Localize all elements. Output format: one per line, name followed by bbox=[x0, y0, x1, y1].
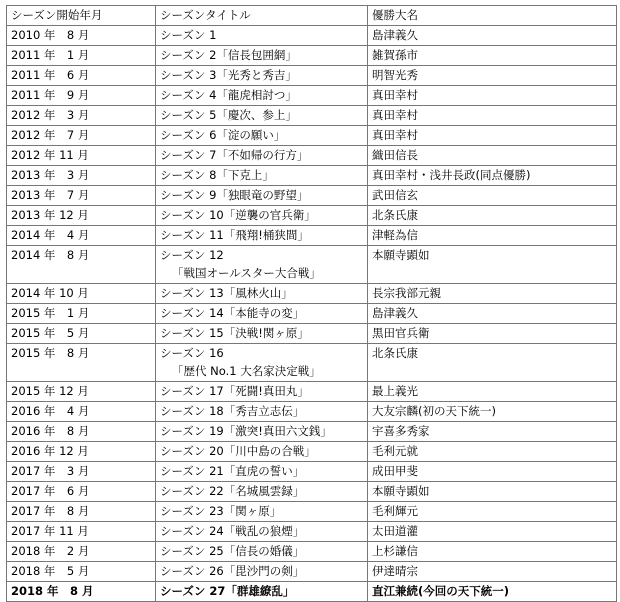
header-start-date: シーズン開始年月 bbox=[7, 6, 156, 26]
cell-season-title bbox=[156, 186, 368, 206]
cell-season-title bbox=[156, 226, 368, 246]
table-row bbox=[7, 46, 617, 66]
cell-start-date: 2016 年 12 月 bbox=[7, 442, 156, 462]
table-row bbox=[7, 562, 617, 582]
cell-winner: 北条氏康 bbox=[368, 344, 617, 382]
table-row bbox=[7, 402, 617, 422]
season-title-text: シーズン 1 bbox=[160, 28, 217, 42]
cell-winner: 毛利元就 bbox=[368, 442, 617, 462]
cell-season-title bbox=[156, 66, 368, 86]
season-subtitle-text: 「戦国オールスター大合戦」 bbox=[172, 266, 321, 280]
cell-start-date: 2014 年 8 月 bbox=[7, 246, 156, 284]
cell-season-title bbox=[156, 382, 368, 402]
season-title-text: シーズン 2「信長包囲網」 bbox=[160, 48, 297, 62]
cell-start-date: 2015 年 1 月 bbox=[7, 304, 156, 324]
season-title-text: シーズン 3「光秀と秀吉」 bbox=[160, 68, 297, 82]
season-title-text: シーズン 10「逆襲の官兵衛」 bbox=[160, 208, 316, 222]
cell-start-date: 2017 年 6 月 bbox=[7, 482, 156, 502]
cell-start-date: 2013 年 7 月 bbox=[7, 186, 156, 206]
table-row bbox=[7, 246, 617, 284]
table-row bbox=[7, 86, 617, 106]
table-row bbox=[7, 166, 617, 186]
season-title-text: シーズン 27「群雄繚乱」 bbox=[160, 584, 295, 598]
table-row bbox=[7, 382, 617, 402]
cell-season-title bbox=[156, 166, 368, 186]
cell-winner: 伊達晴宗 bbox=[368, 562, 617, 582]
season-title-text: シーズン 5「慶次、参上」 bbox=[160, 108, 297, 122]
season-title-text: シーズン 4「龍虎相討つ」 bbox=[160, 88, 297, 102]
cell-winner: 真田幸村・浅井長政(同点優勝) bbox=[368, 166, 617, 186]
season-title-text: シーズン 23「関ヶ原」 bbox=[160, 504, 282, 518]
cell-season-title bbox=[156, 344, 368, 382]
cell-winner: 本願寺顕如 bbox=[368, 246, 617, 284]
season-title-text: シーズン 22「名城風雲録」 bbox=[160, 484, 305, 498]
cell-season-title bbox=[156, 482, 368, 502]
table-row bbox=[7, 26, 617, 46]
cell-winner: 最上義光 bbox=[368, 382, 617, 402]
table-row bbox=[7, 304, 617, 324]
cell-winner: 成田甲斐 bbox=[368, 462, 617, 482]
header-winner: 優勝大名 bbox=[368, 6, 617, 26]
cell-winner: 太田道灌 bbox=[368, 522, 617, 542]
table-row bbox=[7, 206, 617, 226]
cell-start-date: 2013 年 3 月 bbox=[7, 166, 156, 186]
cell-season-title bbox=[156, 502, 368, 522]
cell-season-title bbox=[156, 442, 368, 462]
cell-winner: 本願寺顕如 bbox=[368, 482, 617, 502]
table-row bbox=[7, 582, 617, 602]
cell-winner: 宇喜多秀家 bbox=[368, 422, 617, 442]
cell-start-date: 2011 年 9 月 bbox=[7, 86, 156, 106]
cell-winner: 黒田官兵衛 bbox=[368, 324, 617, 344]
cell-winner: 明智光秀 bbox=[368, 66, 617, 86]
cell-winner: 真田幸村 bbox=[368, 86, 617, 106]
cell-season-title bbox=[156, 26, 368, 46]
cell-season-title bbox=[156, 246, 368, 284]
season-title-text: シーズン 14「本能寺の変」 bbox=[160, 306, 305, 320]
cell-start-date: 2015 年 8 月 bbox=[7, 344, 156, 382]
cell-winner: 島津義久 bbox=[368, 304, 617, 324]
cell-winner: 武田信玄 bbox=[368, 186, 617, 206]
cell-winner: 北条氏康 bbox=[368, 206, 617, 226]
cell-season-title bbox=[156, 46, 368, 66]
season-title-text: シーズン 19「激突!真田六文銭」 bbox=[160, 424, 332, 438]
season-title-text: シーズン 24「戦乱の狼煙」 bbox=[160, 524, 305, 538]
cell-season-title bbox=[156, 402, 368, 422]
table-row bbox=[7, 542, 617, 562]
cell-winner: 直江兼続(今回の天下統一) bbox=[368, 582, 617, 602]
season-title-text: シーズン 26「毘沙門の剣」 bbox=[160, 564, 305, 578]
cell-winner: 津軽為信 bbox=[368, 226, 617, 246]
cell-start-date: 2013 年 12 月 bbox=[7, 206, 156, 226]
cell-season-title bbox=[156, 582, 368, 602]
table-row bbox=[7, 442, 617, 462]
cell-season-title bbox=[156, 462, 368, 482]
season-title-text: シーズン 7「不如帰の行方」 bbox=[160, 148, 309, 162]
table-row bbox=[7, 482, 617, 502]
cell-season-title bbox=[156, 284, 368, 304]
season-title-text: シーズン 9「独眼竜の野望」 bbox=[160, 188, 309, 202]
cell-winner: 真田幸村 bbox=[368, 126, 617, 146]
season-title-text: シーズン 20「川中島の合戦」 bbox=[160, 444, 316, 458]
cell-winner: 島津義久 bbox=[368, 26, 617, 46]
table-row bbox=[7, 522, 617, 542]
cell-start-date: 2018 年 5 月 bbox=[7, 562, 156, 582]
table-row bbox=[7, 126, 617, 146]
season-title-text: シーズン 16 bbox=[160, 346, 224, 360]
table-row bbox=[7, 226, 617, 246]
cell-season-title bbox=[156, 304, 368, 324]
cell-season-title bbox=[156, 106, 368, 126]
cell-start-date: 2016 年 8 月 bbox=[7, 422, 156, 442]
table-body bbox=[7, 26, 617, 602]
cell-season-title bbox=[156, 86, 368, 106]
cell-start-date: 2012 年 7 月 bbox=[7, 126, 156, 146]
table-row bbox=[7, 462, 617, 482]
cell-season-title bbox=[156, 542, 368, 562]
cell-start-date: 2011 年 1 月 bbox=[7, 46, 156, 66]
season-title-text: シーズン 25「信長の婚儀」 bbox=[160, 544, 305, 558]
table-row bbox=[7, 502, 617, 522]
cell-start-date: 2015 年 5 月 bbox=[7, 324, 156, 344]
cell-start-date: 2017 年 8 月 bbox=[7, 502, 156, 522]
cell-winner: 織田信長 bbox=[368, 146, 617, 166]
cell-start-date: 2012 年 3 月 bbox=[7, 106, 156, 126]
table-row bbox=[7, 146, 617, 166]
cell-winner: 雑賀孫市 bbox=[368, 46, 617, 66]
cell-start-date: 2017 年 11 月 bbox=[7, 522, 156, 542]
cell-season-title bbox=[156, 206, 368, 226]
cell-season-title bbox=[156, 422, 368, 442]
cell-start-date: 2018 年 2 月 bbox=[7, 542, 156, 562]
header-row bbox=[7, 6, 617, 26]
header-season-title: シーズンタイトル bbox=[156, 6, 368, 26]
cell-start-date: 2011 年 6 月 bbox=[7, 66, 156, 86]
season-table bbox=[6, 5, 617, 602]
season-title-text: シーズン 18「秀吉立志伝」 bbox=[160, 404, 305, 418]
cell-season-title bbox=[156, 146, 368, 166]
cell-start-date: 2014 年 4 月 bbox=[7, 226, 156, 246]
table-row bbox=[7, 422, 617, 442]
season-subtitle-text: 「歴代 No.1 大名家決定戦」 bbox=[172, 364, 321, 378]
season-title-text: シーズン 6「淀の願い」 bbox=[160, 128, 286, 142]
cell-season-title bbox=[156, 126, 368, 146]
cell-season-title bbox=[156, 522, 368, 542]
season-title-text: シーズン 21「直虎の誓い」 bbox=[160, 464, 305, 478]
cell-winner: 毛利輝元 bbox=[368, 502, 617, 522]
table-row bbox=[7, 66, 617, 86]
season-title-text: シーズン 12 bbox=[160, 248, 224, 262]
cell-winner: 長宗我部元親 bbox=[368, 284, 617, 304]
cell-start-date: 2010 年 8 月 bbox=[7, 26, 156, 46]
cell-season-title bbox=[156, 562, 368, 582]
table-row bbox=[7, 284, 617, 304]
cell-start-date: 2018 年 8 月 bbox=[7, 582, 156, 602]
season-title-text: シーズン 11「飛翔!桶狭間」 bbox=[160, 228, 309, 242]
table-row bbox=[7, 324, 617, 344]
cell-start-date: 2014 年 10 月 bbox=[7, 284, 156, 304]
table-row bbox=[7, 186, 617, 206]
cell-winner: 大友宗麟(初の天下統一) bbox=[368, 402, 617, 422]
cell-start-date: 2015 年 12 月 bbox=[7, 382, 156, 402]
season-table-container bbox=[6, 5, 617, 602]
season-title-text: シーズン 15「決戦!関ヶ原」 bbox=[160, 326, 309, 340]
season-title-text: シーズン 8「下克上」 bbox=[160, 168, 274, 182]
cell-start-date: 2017 年 3 月 bbox=[7, 462, 156, 482]
cell-winner: 真田幸村 bbox=[368, 106, 617, 126]
cell-season-title bbox=[156, 324, 368, 344]
table-row bbox=[7, 106, 617, 126]
table-row bbox=[7, 344, 617, 382]
cell-start-date: 2012 年 11 月 bbox=[7, 146, 156, 166]
cell-start-date: 2016 年 4 月 bbox=[7, 402, 156, 422]
cell-winner: 上杉謙信 bbox=[368, 542, 617, 562]
season-title-text: シーズン 13「風林火山」 bbox=[160, 286, 293, 300]
season-title-text: シーズン 17「死闘!真田丸」 bbox=[160, 384, 309, 398]
